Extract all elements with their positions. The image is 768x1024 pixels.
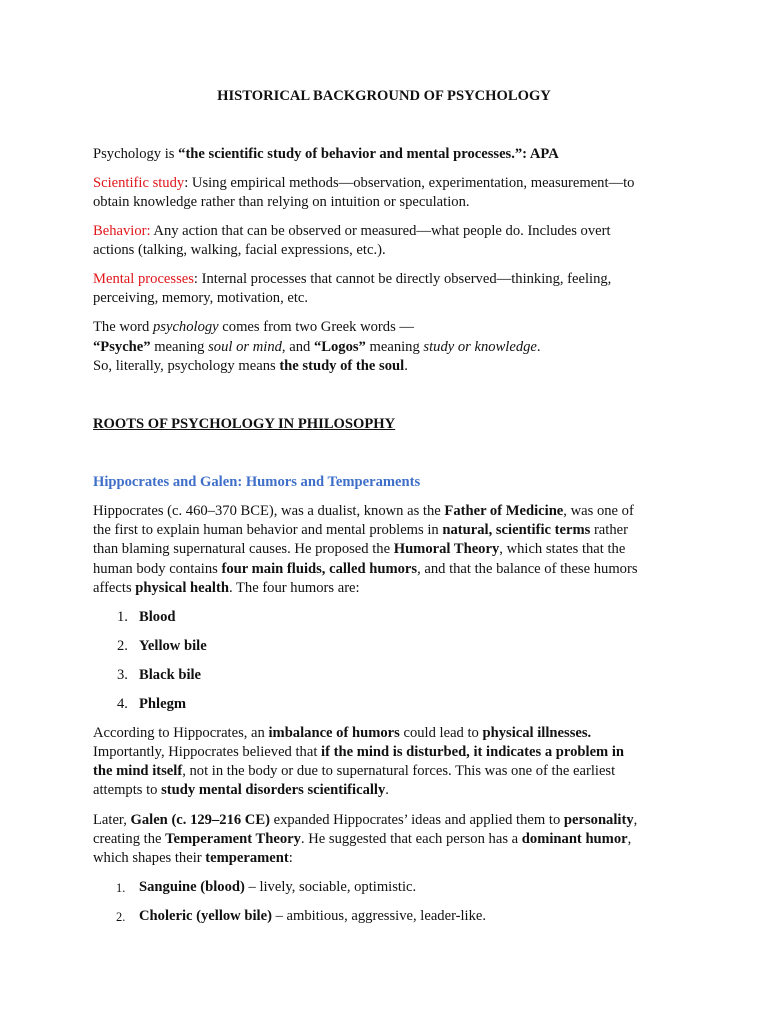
text-run: study or knowledge <box>423 339 537 355</box>
text-run: Blood <box>139 609 176 625</box>
text-run: Later, <box>93 812 131 828</box>
text-run: – lively, sociable, optimistic. <box>244 879 417 895</box>
text-run: , not in the body or due to supernatural forces. This was one of the earliest <box>182 763 616 779</box>
text-run: . The four humors are: <box>228 580 360 596</box>
text-run: , was one of <box>563 503 634 519</box>
text-run: the mind itself <box>93 763 183 779</box>
text-run: comes from two Greek words — <box>218 319 414 335</box>
text-run: Black bile <box>139 667 202 683</box>
text-run: , <box>627 831 632 847</box>
list-item-number: 1. <box>116 881 126 895</box>
mental-processes-text: : Internal processes that cannot be directly observed—thinking, feeling, <box>193 271 612 287</box>
scientific-study-term: Scientific study <box>93 175 185 191</box>
text-run: , which states that the <box>499 541 626 557</box>
text-run: four main fluids, called humors <box>221 561 418 577</box>
imbalance-line-4 <box>93 781 389 800</box>
etymology-line-1 <box>93 318 414 337</box>
text-run: Galen (c. 129–216 CE) <box>130 812 270 828</box>
scientific-study-line-1 <box>93 174 634 193</box>
text-run: could lead to <box>399 725 483 741</box>
text-run: psychology <box>152 319 219 335</box>
text-run: Importantly, Hippocrates believed that <box>93 744 322 760</box>
mental-processes-line-2: perceiving, memory, motivation, etc. <box>93 290 309 306</box>
text-run: than blaming supernatural causes. He proposed the <box>93 541 394 557</box>
text-run: temperament <box>205 850 289 866</box>
imbalance-line-3 <box>93 762 615 781</box>
logos-term: “Logos” <box>313 339 366 355</box>
text-run: natural, scientific terms <box>442 522 591 538</box>
text-run: physical health <box>135 580 229 596</box>
text-run: rather <box>590 522 628 538</box>
list-item-number: 3. <box>117 667 128 683</box>
hippocrates-line-4 <box>93 560 638 579</box>
text-run: So, literally, psychology means <box>93 358 280 374</box>
psyche-term: “Psyche” <box>93 339 151 355</box>
text-run: personality <box>563 812 634 828</box>
text-run: soul or mind <box>208 339 282 355</box>
text-run: meaning <box>150 339 209 355</box>
text-run: Yellow bile <box>139 638 207 654</box>
hippocrates-line-3 <box>93 540 625 559</box>
galen-line-2 <box>93 830 631 849</box>
text-run: expanded Hippocrates’ ideas and applied them to <box>269 812 564 828</box>
mental-processes-line-1 <box>93 270 611 289</box>
text-run: Temperament Theory <box>165 831 301 847</box>
humor-yellow-bile <box>139 637 207 656</box>
document-title: HISTORICAL BACKGROUND OF PSYCHOLOGY <box>217 88 551 104</box>
text-run: if the mind is disturbed, it indicates a problem in <box>321 744 625 760</box>
hippocrates-line-5 <box>93 579 360 598</box>
behavior-text: Any action that can be observed or measured—what people do. Includes overt <box>150 223 611 239</box>
text-run: human body contains <box>93 561 222 577</box>
text-run: Humoral Theory <box>393 541 500 557</box>
definition-prefix: Psychology is <box>93 146 179 162</box>
text-run: meaning <box>365 339 424 355</box>
behavior-line-2: actions (talking, walking, facial expressions, etc.). <box>93 242 386 258</box>
scientific-study-text: : Using empirical methods—observation, experimentation, measurement—to <box>184 175 635 191</box>
text-run: . <box>536 339 541 355</box>
text-run: affects <box>93 580 136 596</box>
definition-line <box>93 145 559 164</box>
galen-line-1 <box>93 811 637 830</box>
text-run: Father of Medicine <box>444 503 564 519</box>
list-item-number: 1. <box>117 609 128 625</box>
text-run: the study of the soul <box>279 358 405 374</box>
text-run: According to Hippocrates, an <box>93 725 269 741</box>
hippocrates-line-1 <box>93 502 634 521</box>
text-run: , and <box>281 339 314 355</box>
behavior-line-1 <box>93 222 611 241</box>
etymology-line-3 <box>93 357 408 376</box>
list-item-number: 2. <box>117 638 128 654</box>
list-item-number: 2. <box>116 910 126 924</box>
text-run: Hippocrates (c. 460–370 BCE), was a dualist, known as the <box>93 503 445 519</box>
text-run: the first to explain human behavior and mental problems in <box>93 522 443 538</box>
text-run: Phlegm <box>139 696 187 712</box>
text-run: Sanguine (blood) <box>139 879 245 895</box>
text-run: : <box>288 850 293 866</box>
humor-blood <box>139 608 176 627</box>
text-run: , <box>633 812 638 828</box>
humor-black-bile <box>139 666 201 685</box>
text-run: , and that the balance of these humors <box>417 561 638 577</box>
imbalance-line-1 <box>93 724 591 743</box>
text-run: imbalance of humors <box>268 725 400 741</box>
galen-line-3 <box>93 849 293 868</box>
text-run: attempts to <box>93 782 162 798</box>
etymology-line-2 <box>93 338 541 357</box>
text-run: dominant humor <box>521 831 628 847</box>
mental-processes-term: Mental processes <box>93 271 194 287</box>
text-run: . <box>404 358 408 374</box>
text-run: creating the <box>93 831 166 847</box>
text-run: – ambitious, aggressive, leader-like. <box>271 908 487 924</box>
temperament-choleric <box>139 907 486 926</box>
humor-phlegm <box>139 695 186 714</box>
hippocrates-line-2 <box>93 521 628 540</box>
scientific-study-line-2: obtain knowledge rather than relying on intuition or speculation. <box>93 194 470 210</box>
temperament-sanguine <box>139 878 416 897</box>
text-run: . <box>385 782 389 798</box>
text-run: study mental disorders scientifically <box>161 782 386 798</box>
text-run: physical illnesses. <box>482 725 592 741</box>
behavior-term: Behavior: <box>93 223 151 239</box>
text-run: Choleric (yellow bile) <box>139 908 272 924</box>
text-run: The word <box>93 319 153 335</box>
list-item-number: 4. <box>117 696 128 712</box>
text-run: which shapes their <box>93 850 206 866</box>
text-run: . He suggested that each person has a <box>300 831 522 847</box>
hippocrates-galen-subheading: Hippocrates and Galen: Humors and Temperaments <box>93 474 421 490</box>
imbalance-line-2 <box>93 743 624 762</box>
definition-quote: “the scientific study of behavior and mental processes.”: APA <box>178 146 559 162</box>
roots-heading: ROOTS OF PSYCHOLOGY IN PHILOSOPHY <box>93 416 396 432</box>
